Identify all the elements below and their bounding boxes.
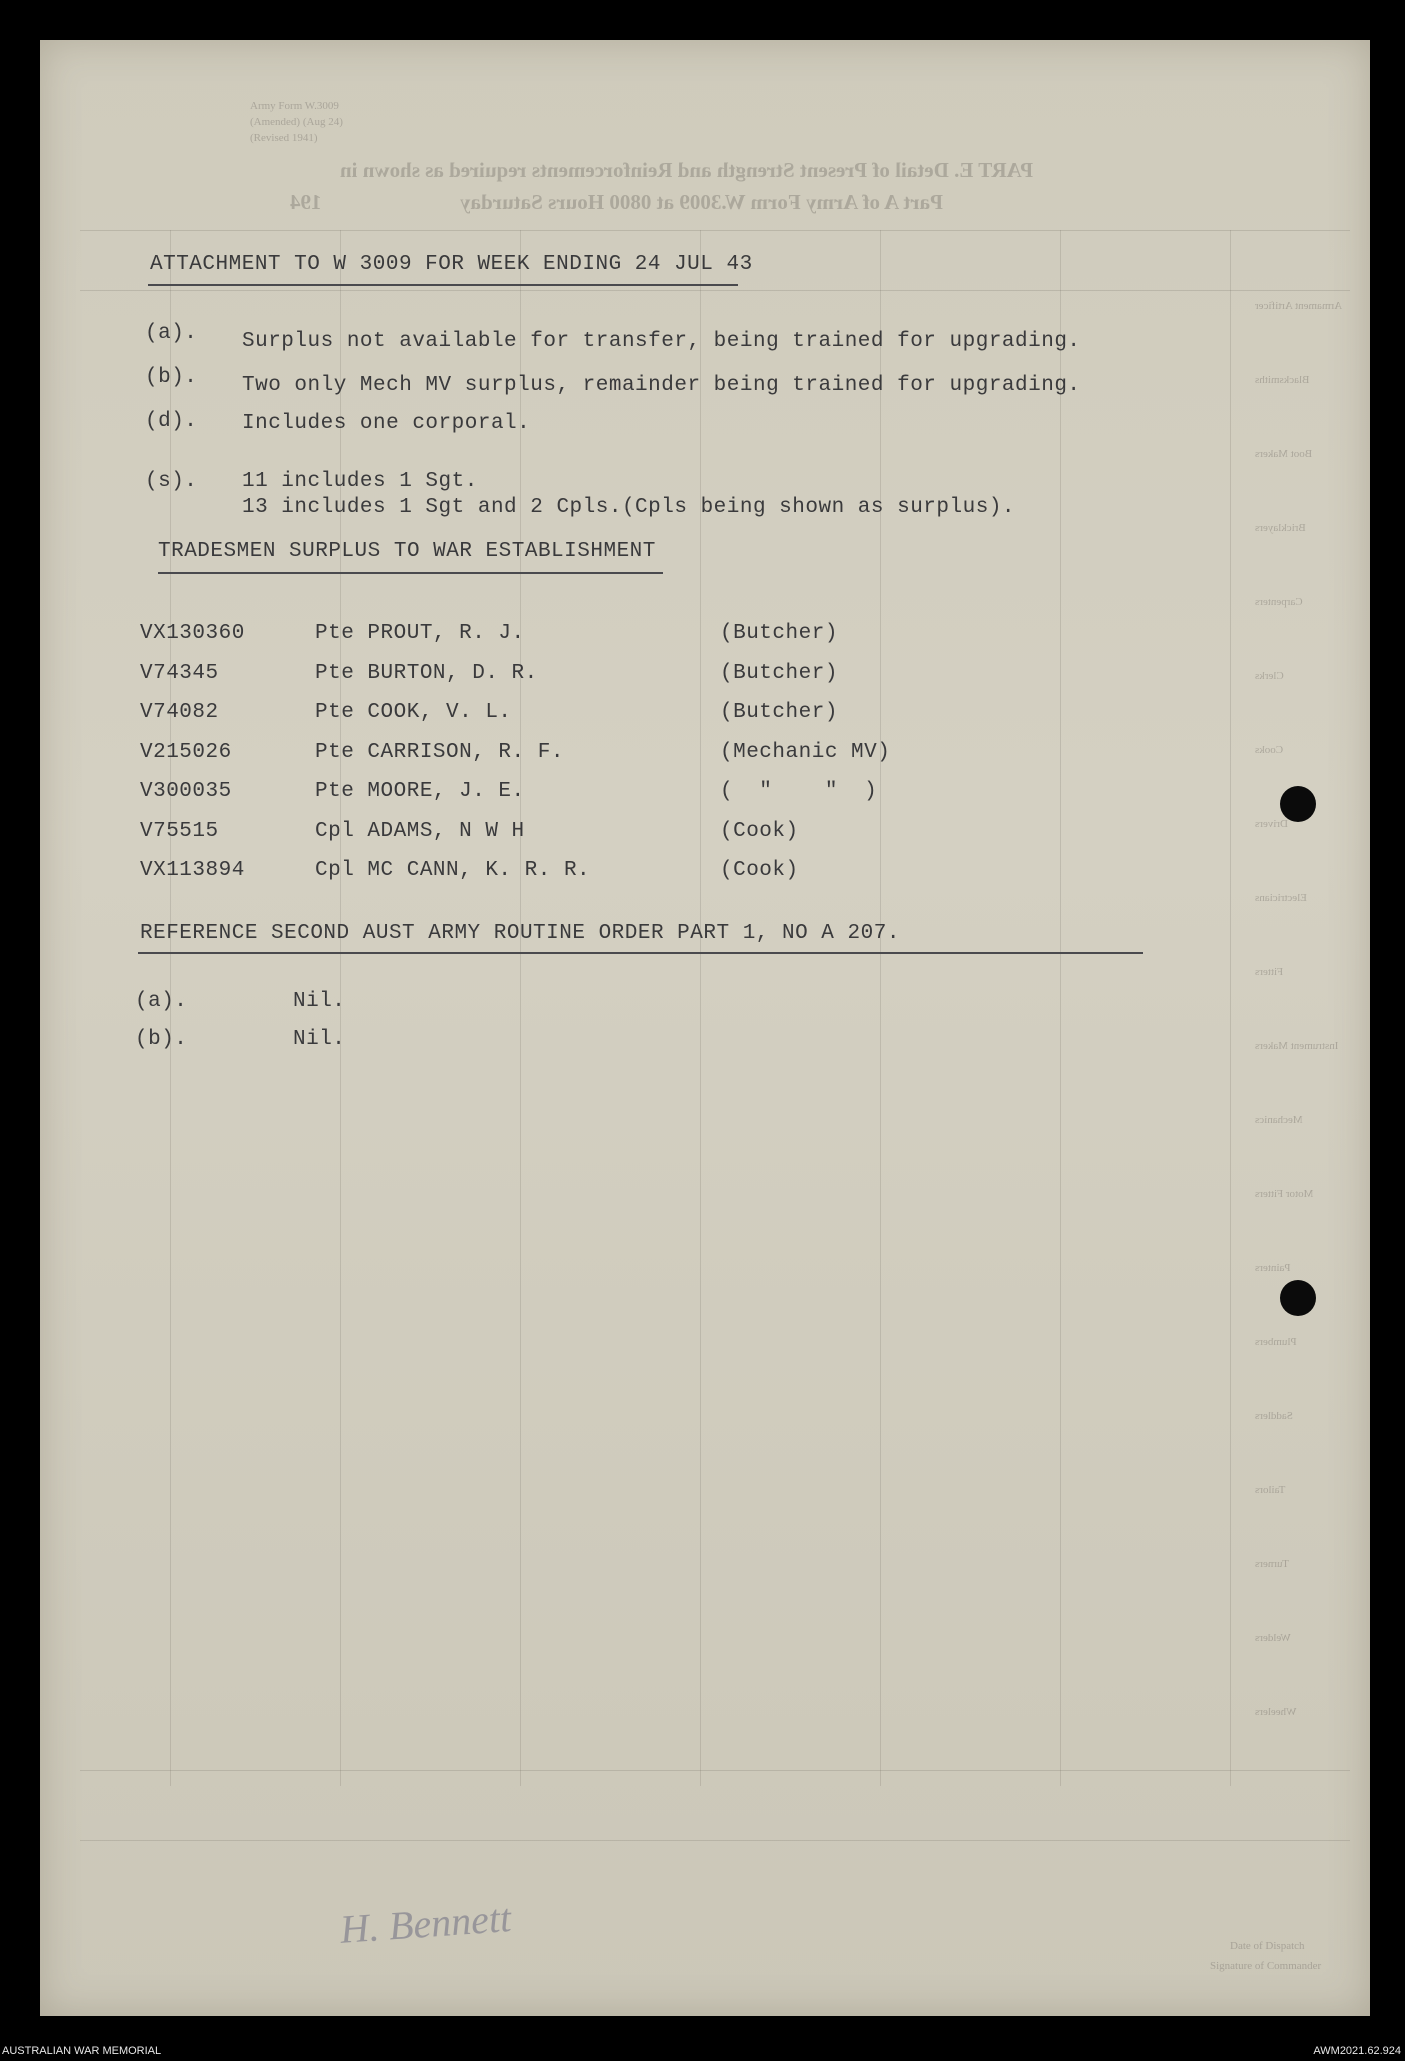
ghost-rule xyxy=(80,290,1350,291)
ghost-form-ref: Army Form W.3009 xyxy=(250,100,339,112)
rank-and-name: Pte MOORE, J. E. xyxy=(315,780,525,803)
ghost-year: 194 xyxy=(290,190,322,214)
service-number: V74082 xyxy=(140,701,219,724)
ghost-trade-label: Wheelers xyxy=(1255,1706,1297,1718)
trade: (Mechanic MV) xyxy=(720,740,891,764)
ghost-trade-label: Blacksmiths xyxy=(1255,374,1310,386)
service-number: V74345 xyxy=(140,661,219,685)
ghost-column-line xyxy=(1060,230,1061,1786)
trade: (Cook) xyxy=(720,859,799,882)
footer-institution: AUSTRALIAN WAR MEMORIAL xyxy=(2,2045,162,2057)
service-number: VX113894 xyxy=(140,859,245,882)
ghost-trade-label: Carpenters xyxy=(1255,596,1303,608)
ghost-rule xyxy=(80,1770,1350,1771)
ghost-part-heading: Part A of Army Form W.3009 at 0800 Hours Saturday xyxy=(460,190,943,214)
note-key: (d). xyxy=(145,410,198,433)
reference-value: Nil. xyxy=(293,1028,346,1051)
note-text: 13 includes 1 Sgt and 2 Cpls.(Cpls being shown as surplus). xyxy=(242,496,1016,519)
ghost-trade-label: Welders xyxy=(1255,1632,1291,1644)
note-text: Two only Mech MV surplus, remainder being trained for upgrading. xyxy=(242,374,1081,397)
attachment-heading: ATTACHMENT TO W 3009 FOR WEEK ENDING 24 JUL 43 xyxy=(150,253,753,276)
reference-value: Nil. xyxy=(293,990,346,1013)
heading-underline xyxy=(158,572,663,574)
punch-hole xyxy=(1280,1280,1316,1316)
commander-signature: H. Bennett xyxy=(338,1895,513,1952)
document-page xyxy=(40,40,1370,2016)
ghost-trade-label: Tailors xyxy=(1255,1484,1286,1496)
note-key: (a). xyxy=(145,322,198,345)
ghost-signature-label: Signature of Commander xyxy=(1210,1960,1322,1972)
ghost-form-ref: (Amended) (Aug 24) xyxy=(250,116,343,128)
rank-and-name: Cpl ADAMS, N W H xyxy=(315,819,525,843)
tradesmen-heading: TRADESMEN SURPLUS TO WAR ESTABLISHMENT xyxy=(158,540,656,563)
ghost-column-line xyxy=(520,230,521,1786)
rank-and-name: Cpl MC CANN, K. R. R. xyxy=(315,859,591,882)
reference-key: (b). xyxy=(135,1028,188,1051)
ghost-trade-label: Bricklayers xyxy=(1255,522,1306,534)
note-text: Includes one corporal. xyxy=(242,412,531,435)
ghost-trade-label: Drivers xyxy=(1255,818,1288,830)
reference-key: (a). xyxy=(135,990,188,1013)
note-key: (s). xyxy=(145,470,198,493)
footer-accession-number: AWM2021.62.924 xyxy=(1313,2045,1401,2057)
ghost-trade-label: Motor Fitters xyxy=(1255,1188,1314,1200)
rank-and-name: Pte BURTON, D. R. xyxy=(315,661,538,685)
ghost-part-heading: PART E. Detail of Present Strength and Reinforcements required as shown in xyxy=(340,158,1034,182)
note-text: 11 includes 1 Sgt. xyxy=(242,470,478,493)
ghost-trade-label: Turners xyxy=(1255,1558,1289,1570)
ghost-trade-label: Clerks xyxy=(1255,670,1284,682)
trade: (Butcher) xyxy=(720,622,838,645)
ghost-trade-label: Electricians xyxy=(1255,892,1307,904)
rank-and-name: Pte PROUT, R. J. xyxy=(315,622,525,645)
ghost-trade-label: Boot Makers xyxy=(1255,448,1313,460)
trade: ( " " ) xyxy=(720,780,878,803)
trade: (Butcher) xyxy=(720,661,838,685)
ghost-trade-label: Armament Artificer xyxy=(1255,300,1343,312)
ghost-column-line xyxy=(880,230,881,1786)
rank-and-name: Pte COOK, V. L. xyxy=(315,701,512,724)
ghost-column-line xyxy=(1230,230,1231,1786)
ghost-trade-label: Instrument Makers xyxy=(1255,1040,1339,1052)
service-number: V300035 xyxy=(140,780,232,803)
service-number: V75515 xyxy=(140,819,219,843)
service-number: V215026 xyxy=(140,740,232,764)
ghost-date-label: Date of Dispatch xyxy=(1230,1940,1305,1952)
ghost-rule xyxy=(80,1840,1350,1841)
trade: (Cook) xyxy=(720,819,799,843)
ghost-trade-label: Fitters xyxy=(1255,966,1284,978)
punch-hole xyxy=(1280,786,1316,822)
ghost-rule xyxy=(80,230,1350,231)
ghost-trade-label: Mechanics xyxy=(1255,1114,1303,1126)
ghost-trade-label: Saddlers xyxy=(1255,1410,1293,1422)
ghost-form-ref: (Revised 1941) xyxy=(250,132,318,144)
note-key: (b). xyxy=(145,366,198,389)
ghost-trade-label: Plumbers xyxy=(1255,1336,1297,1348)
trade: (Butcher) xyxy=(720,701,838,724)
heading-underline xyxy=(148,284,738,286)
ghost-trade-label: Painters xyxy=(1255,1262,1291,1274)
heading-underline xyxy=(138,952,1143,954)
rank-and-name: Pte CARRISON, R. F. xyxy=(315,740,564,764)
note-text: Surplus not available for transfer, being trained for upgrading. xyxy=(242,330,1081,353)
service-number: VX130360 xyxy=(140,622,245,645)
ghost-trade-label: Cooks xyxy=(1255,744,1284,756)
ghost-column-line xyxy=(700,230,701,1786)
reference-heading: REFERENCE SECOND AUST ARMY ROUTINE ORDER PART 1, NO A 207. xyxy=(140,922,900,945)
